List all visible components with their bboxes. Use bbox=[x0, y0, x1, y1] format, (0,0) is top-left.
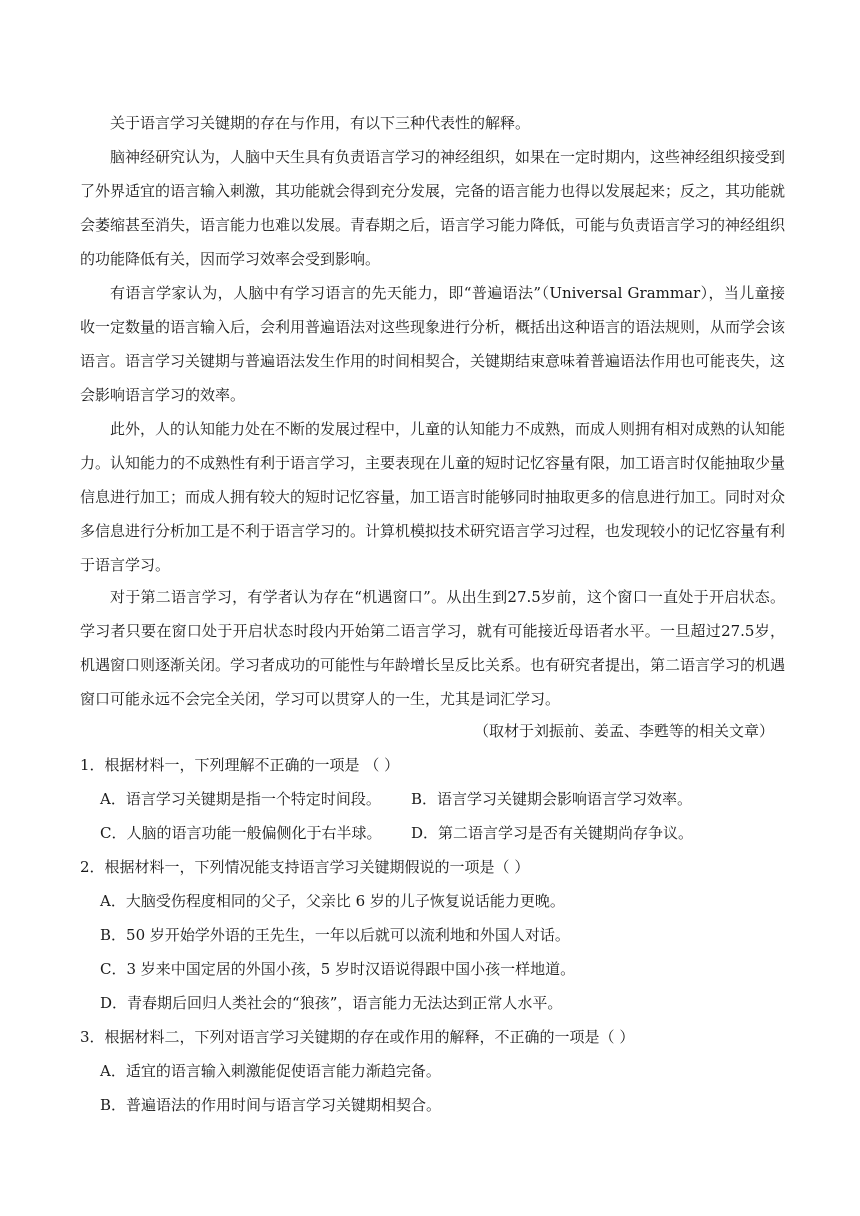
question-1-option-c: C．人脑的语言功能一般偏侧化于右半球。 bbox=[100, 824, 382, 842]
question-2-option-d: D．青春期后回归人类社会的“狼孩”，语言能力无法达到正常人水平。 bbox=[100, 994, 563, 1012]
question-3-option-b: B．普遍语法的作用时间与语言学习关键期相契合。 bbox=[100, 1096, 442, 1114]
question-3-option-a: A．适宜的语言输入刺激能促使语言能力渐趋完备。 bbox=[100, 1062, 441, 1080]
window-paragraph: 对于第二语言学习，有学者认为存在“机遇窗口”。从出生到27.5岁前，这个窗口一直处于开启状态。学习者只要在窗口处于开启状态时段内开始第二语言学习，就有可能接近母语者水平。一旦超过27.5岁，机遇窗口则逐渐关闭。学习者成功的可能性与年龄增长呈反比关系。也有研究者提出，第二语言学习的机遇窗口可能永远不会完全关闭，学习可以贯穿人的一生，尤其是词汇学习。 bbox=[80, 588, 786, 708]
question-2-option-c: C．3 岁来中国定居的外国小孩，5 岁时汉语说得跟中国小孩一样地道。 bbox=[100, 960, 576, 978]
source-citation: （取材于刘振前、姜孟、李甦等的相关文章） bbox=[473, 722, 774, 740]
question-1-option-d: D．第二语言学习是否有关键期尚存争议。 bbox=[411, 824, 694, 842]
question-2-stem: 2．根据材料一，下列情况能支持语言学习关键期假说的一项是（ ） bbox=[80, 858, 530, 876]
question-1-option-a: A．语言学习关键期是指一个特定时间段。 bbox=[100, 790, 381, 808]
question-2-option-a: A．大脑受伤程度相同的父子，父亲比 6 岁的儿子恢复说话能力更晚。 bbox=[100, 892, 565, 910]
cognition-paragraph: 此外，人的认知能力处在不断的发展过程中，儿童的认知能力不成熟，而成人则拥有相对成熟的认知能力。认知能力的不成熟性有利于语言学习，主要表现在儿童的短时记忆容量有限，加工语言时仅能抽取少量信息进行加工；而成人拥有较大的短时记忆容量，加工语言时能够同时抽取更多的信息进行加工。同时对众多信息进行分析加工是不利于语言学习的。计算机模拟技术研究语言学习过程，也发现较小的记忆容量有利于语言学习。 bbox=[80, 420, 786, 574]
intro-paragraph: 关于语言学习关键期的存在与作用，有以下三种代表性的解释。 bbox=[110, 114, 531, 132]
grammar-paragraph: 有语言学家认为，人脑中有学习语言的先天能力，即“普遍语法”（Universal Grammar），当儿童接收一定数量的语言输入后，会利用普遍语法对这些现象进行分析，概括出这种语言的语法规则，从而学会该语言。语言学习关键期与普遍语法发生作用的时间相契合，关键期结束意味着普遍语法作用也可能丧失，这会影响语言学习的效率。 bbox=[80, 284, 786, 404]
question-1-stem: 1．根据材料一，下列理解不正确的一项是 （ ） bbox=[80, 756, 400, 774]
question-2-option-b: B．50 岁开始学外语的王先生，一年以后就可以流利地和外国人对话。 bbox=[100, 926, 570, 944]
question-1-option-b: B．语言学习关键期会影响语言学习效率。 bbox=[411, 790, 693, 808]
question-3-stem: 3．根据材料二，下列对语言学习关键期的存在或作用的解释，不正确的一项是（ ） bbox=[80, 1028, 635, 1046]
neuro-paragraph: 脑神经研究认为，人脑中天生具有负责语言学习的神经组织，如果在一定时期内，这些神经组织接受到了外界适宜的语言输入刺激，其功能就会得到充分发展，完备的语言能力也得以发展起来；反之，其功能就会萎缩甚至消失，语言能力也难以发展。青春期之后，语言学习能力降低，可能与负责语言学习的神经组织的功能降低有关，因而学习效率会受到影响。 bbox=[80, 148, 786, 268]
